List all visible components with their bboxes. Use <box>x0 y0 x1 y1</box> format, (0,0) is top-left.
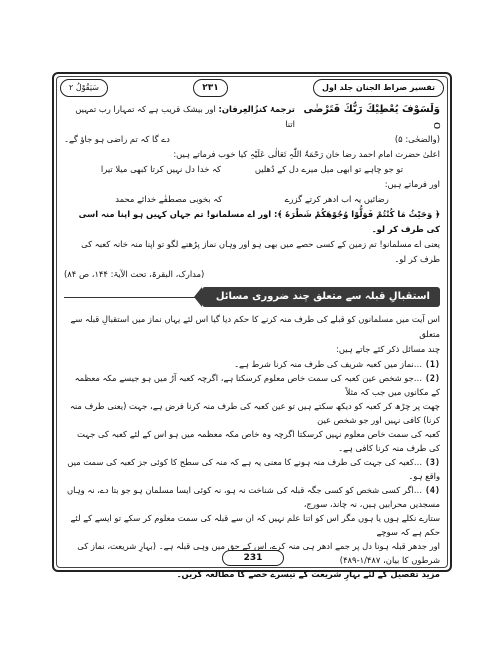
header-page-number: ۲۳۱ <box>193 79 227 97</box>
couplet <box>64 162 440 177</box>
verse-explanation-continued: یعنی اے مسلمانو! تم زمین کے کسی حصے میں بھی ہو اور وہاں نماز پڑھنے لگو تو اپنا منہ خانہ کعبہ کی طرف کر لو۔ <box>81 239 440 264</box>
list-item: (2) …جو شخص عین کعبہ کی سمت خاص معلوم کرسکتا ہے، اگرچہ کعبہ آڑ میں ہو جیسے مکہ معظمہ کے مکانوں میں جب کہ مثلاً <box>74 373 440 397</box>
intro-continued: چند مسائل ذکر کئے جاتے ہیں: <box>336 344 440 354</box>
paragraph: اور فرماتے ہیں: <box>384 179 440 189</box>
paragraph: اعلیٰ حضرت امام احمد رضا خان رَحْمَۃُ اللّٰہِ تَعَالٰی عَلَیْہِ کیا خوب فرماتے ہیں: <box>173 149 440 159</box>
rules-list <box>64 357 440 567</box>
couplet-line: تو جو چاہے تو ابھی میل میرے دل کے دُھلیں <box>254 164 404 174</box>
couplet-line: کہ خدا دل نہیں کرتا کبھی میلا تیرا <box>100 164 221 174</box>
translation-label: ترجمۂ کنزُالعِرفان: <box>218 104 295 114</box>
surah-name: سَیَقُوْلُ ۲ <box>60 79 108 97</box>
translation-text: اور بیشک قریب ہے کہ تمہارا رب تمہیں اتنا <box>75 104 295 129</box>
verse-explanation: ﴿ وَحَیْثُ مَا كُنْتُمْ فَوَلُّوْا وُجُوْهَكُمْ شَطْرَهٗ ﴾: اور اے مسلمانو! تم جہاں کہیں ہو اپنا منہ اسی کی طرف کر لو۔ <box>78 209 440 234</box>
couplet-line: رضائیں یہ اب ادھر کرتے گزرے <box>284 194 389 204</box>
list-item: کعبہ کی سمت خاص معلوم نہیں کرسکتا اگرچہ وہ خاص مکہ معظمہ میں ہو اس کے لئے کعبہ کی جہت کی طرف منہ کرنا کافی ہے۔ <box>76 429 440 453</box>
verse-row <box>64 102 440 132</box>
couplet <box>64 192 440 207</box>
section-title: استقبالِ قبلہ سے متعلق چند ضروری مسائل <box>202 287 440 307</box>
list-item: (4) …اگر کسی شخص کو کسی جگہ قبلہ کی شناخت نہ ہو، نہ کوئی ایسا مسلمان ہو جو بتا دے، نہ وہاں مسجدیں محرابیں ہیں، نہ چاند، سورج، <box>67 485 440 509</box>
book-page <box>52 72 452 579</box>
translation-continued: دے گا کہ تم راضی ہو جاؤ گے۔ <box>64 134 170 144</box>
closing-note: مزید تفصیل کے لئے بہارِ شریعت کے تیسرے حصے کا مطالعہ کریں۔ <box>176 569 440 579</box>
list-item: چھت پر چڑھ کر کعبہ کو دیکھ سکتے ہیں تو عین کعبہ کی طرف منہ کرنا فرض ہے، جہت (یعنی طرف منہ کرنا) کافی نہیں اور جو شخص عین <box>70 401 440 425</box>
reference: (مدارک، البقرۃ، تحت الآیۃ: ۱۴۴، ص ۸۴) <box>64 269 205 279</box>
footer-page-number: 231 <box>222 550 284 566</box>
section-heading <box>64 285 440 309</box>
list-item: ستارے نکلے ہوں یا ہوں مگر اس کو اتنا علم نہیں کہ ان سے قبلہ کی سمت معلوم کر سکے تو ایسے کے لئے حکم ہے کہ سوچے <box>70 513 440 537</box>
page-content <box>64 102 440 582</box>
surah-reference: (والضحٰی: ۵) <box>394 134 440 144</box>
list-item: اور جدھر قبلہ ہونا دل پر جمے ادھر ہی منہ کرے، اس کے حق میں وہی قبلہ ہے۔ (بہارِ شریعت، نماز کی شرطوں کا بیان، ۱/۴۸۷-۴۸۹) <box>77 541 440 565</box>
book-title: تفسیر صراط الجنان جلد اول <box>313 79 444 97</box>
page-header <box>60 78 444 98</box>
couplet-line: کہ بخوبی مصطفٰے خدائے محمد <box>115 194 223 204</box>
list-item: (3) …کعبہ کی جہت کی طرف منہ ہونے کا معنی یہ ہے کہ منہ کی سطح کا کوئی جز کعبہ کی سمت میں واقع ہو۔ <box>67 457 440 481</box>
intro-paragraph: اس آیت میں مسلمانوں کو قبلے کی طرف منہ کرنے کا حکم دیا گیا اس لئے یہاں نماز میں استقبالِ قبلہ سے متعلق <box>70 314 440 339</box>
arabic-verse: وَلَسَوْفَ یُعْطِیْكَ رَبُّكَ فَتَرْضٰى ۝ <box>303 104 440 130</box>
verse-row-2 <box>64 132 440 147</box>
list-item: (1) …نماز میں کعبہ شریف کی طرف منہ کرنا شرط ہے۔ <box>234 359 440 369</box>
